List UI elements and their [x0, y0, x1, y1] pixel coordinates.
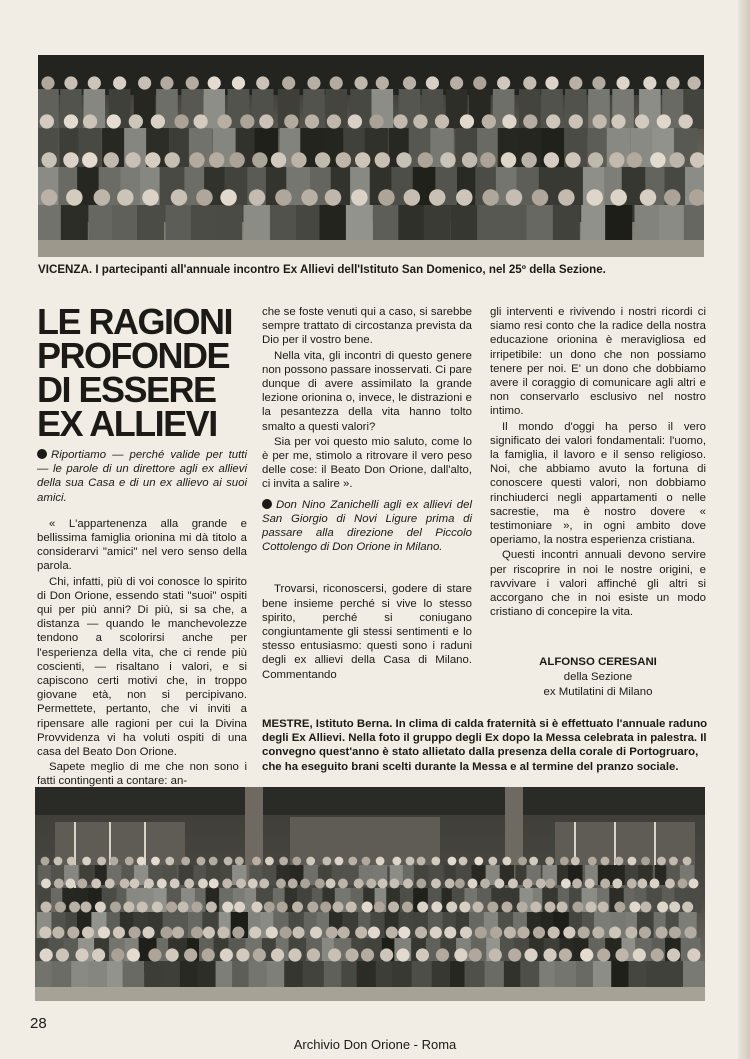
- article-title: [37, 301, 247, 444]
- speaker-note: Don Nino Zanichelli agli ex allievi del San Giorgio di Novi Ligure prima di passare alla direzione del Piccolo Cottolengo di Don Orione in Milano.: [262, 498, 472, 554]
- paragraph: gli interventi e rivivendo i nostri ricordi ci siamo resi conto che la radice della nostra educazione orionina è meravigliosa ed irripetibile: un dono che non possiamo tenere per noi. E' un dono che dobbiamo avere il coraggio di comunicare agli altri e non conservarlo esclusivo nel nostro intimo.: [490, 306, 706, 418]
- author-name: ALFONSO CERESANI: [539, 656, 657, 668]
- paragraph: Sia per voi questo mio saluto, come lo è per me, stimolo a ritrovare il vero peso delle cose: il Beato Don Orione, dall'alto, ci invita a salire ».: [262, 435, 472, 491]
- title-line: PROFONDE: [37, 335, 230, 376]
- article-column-3: [490, 305, 706, 619]
- paragraph: Sapete meglio di me che non sono i fatti contingenti a contare: an-: [37, 761, 247, 788]
- paragraph: « L'appartenenza alla grande e bellissima famiglia orionina mi dà titolo a considerarvi "amici" nel vero senso della parola.: [37, 517, 247, 573]
- page-number: 28: [30, 1015, 47, 1032]
- bullet-icon: [262, 499, 272, 509]
- paragraph: Nella vita, gli incontri di questo genere non possono passare inosservati. Ci pare dunque di avere assimilato la grande lezione orionina o, invece, le distrazioni e la pesantezza della vita hanno tolto smalto a questi valori?: [262, 349, 472, 433]
- group-photo-mestre: [35, 787, 705, 1001]
- title-line: EX ALLIEVI: [37, 403, 217, 444]
- article-column-2: [262, 305, 472, 682]
- archive-footer: Archivio Don Orione - Roma: [293, 1037, 457, 1052]
- author-section: della Sezione: [563, 671, 633, 683]
- paragraph: Il mondo d'oggi ha perso il vero significato dei valori fondamentali: l'uomo, la famiglia, il lavoro e il senso religioso. Noi, che abbiamo avuto la fortuna di conoscere questi valori, non dobbiamo rinchiuderci negli appartamenti o nelle sacrestie, ma è nostro dovere « testimoniare », in ogni ambito dove operiamo, la nostra esperienza cristiana.: [490, 420, 706, 547]
- article-column-1: [37, 448, 247, 789]
- author-group: ex Mutilatini di Milano: [543, 686, 653, 698]
- article-intro: Riportiamo — perché valide per tutti — le parole di un direttore agli ex allievi della sua Casa e di un ex allievo ai suoi amici.: [37, 449, 247, 504]
- photo-caption-mestre: MESTRE, Istituto Berna. In clima di calda fraternità si è effettuato l'annuale raduno degli Ex Allievi. Nella foto il gruppo degli Ex dopo la Messa celebrata in palestra. Il convegno quest'anno è stato allietato dalla presenza della corale di Portogruaro, che ha eseguito brani scelti durante la Messa e al termine del pranzo sociale.: [262, 718, 708, 773]
- title-line: DI ESSERE: [37, 369, 216, 410]
- paragraph: che se foste venuti qui a caso, si sarebbe sempre trattato di circostanza prevista da Dio per il vostro bene.: [262, 306, 472, 347]
- group-photo-vicenza: [38, 55, 704, 257]
- page-edge: [738, 0, 750, 1059]
- photo-vicenza-graphic: [38, 55, 704, 257]
- signature-block: [490, 655, 706, 700]
- bullet-icon: [37, 449, 47, 459]
- paragraph: Questi incontri annuali devono servire per riscoprire in noi le nostre origini, e ravvivare i valori affinché gli altri si accorgano che in noi esiste un modo cristiano di concepire la vita.: [490, 549, 706, 619]
- title-line: LE RAGIONI: [37, 301, 233, 342]
- photo-caption-vicenza: VICENZA. I partecipanti all'annuale incontro Ex Allievi dell'Istituto San Domenico, nel 25º della Sezione.: [38, 263, 606, 276]
- paragraph: Chi, infatti, più di voi conosce lo spirito di Don Orione, essendo stati "suoi" ospiti qui per più anni? Di più, si sa che, a distanza — quando le manchevolezze tendono a scolorirsi anche per l'esperienza della vita, che ci rende più coscienti, — risaltano i valori, e si capiscono certi motivi che, in troppo giovane età, non si percipivano. Permettete, pertanto, che vi inviti a ripensare alle ragioni per cui la Divina Provvidenza vi ha voluti ospiti di una casa del Beato Don Orione.: [37, 575, 247, 759]
- paragraph: Trovarsi, riconoscersi, godere di stare bene insieme perché si vive lo stesso spirito, perché si coniugano congiuntamente gli stessi sentimenti e lo stesso entusiasmo: questi sono i raduni degli ex allievi della Casa di Milano. Commentando: [262, 583, 472, 681]
- photo-mestre-graphic: [35, 787, 705, 1001]
